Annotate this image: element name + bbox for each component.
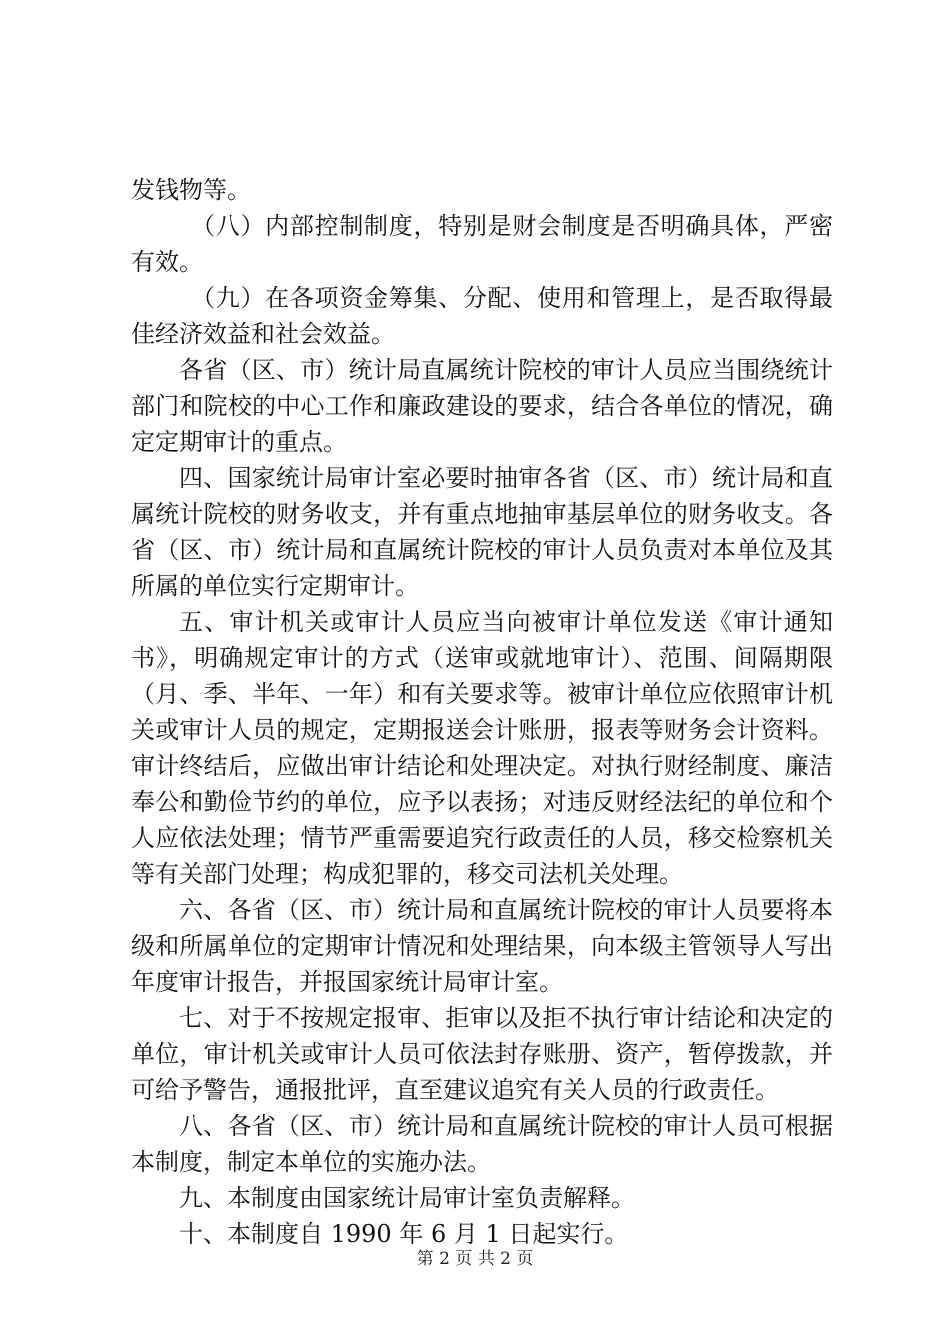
page-footer: 第 2 页 共 2 页 xyxy=(416,1249,534,1269)
paragraph-section-8: 八、各省（区、市）统计局和直属统计院校的审计人员可根据本制度，制定本单位的实施办法。 xyxy=(131,1112,833,1176)
paragraph-section-6: 六、各省（区、市）统计局和直属统计院校的审计人员要将本级和所属单位的定期审计情况和处理结果，向本级主管领导人写出年度审计报告，并报国家统计局审计室。 xyxy=(131,896,833,996)
paragraph-audit-focus: 各省（区、市）统计局直属统计院校的审计人员应当围绕统计部门和院校的中心工作和廉政建设的要求，结合各单位的情况，确定定期审计的重点。 xyxy=(131,356,833,456)
paragraph-section-9: 九、本制度由国家统计局审计室负责解释。 xyxy=(179,1184,635,1212)
paragraph-section-7: 七、对于不按规定报审、拒审以及拒不执行审计结论和决定的单位，审计机关或审计人员可依法封存账册、资产，暂停拨款，并可给予警告，通报批评，直至建议追究有关人员的行政责任。 xyxy=(131,1004,833,1104)
paragraph-section-10: 十、本制度自 1990 年 6 月 1 日起实行。 xyxy=(179,1220,629,1248)
paragraph-section-5: 五、审计机关或审计人员应当向被审计单位发送《审计通知书》，明确规定审计的方式（送审或就地审计）、范围、间隔期限（月、季、半年、一年）和有关要求等。被审计单位应依照审计机关或审计人员的规定，定期报送会计账册，报表等财务会计资料。审计终结后，应做出审计结论和处理决定。对执行财经制度、廉洁奉公和勤俭节约的单位，应予以表扬；对违反财经法纪的单位和个人应依法处理；情节严重需要追究行政责任的人员，移交检察机关等有关部门处理；构成犯罪的，移交司法机关处理。 xyxy=(131,608,833,888)
paragraph-item-9: （九）在各项资金筹集、分配、使用和管理上，是否取得最佳经济效益和社会效益。 xyxy=(131,284,833,348)
paragraph-section-4: 四、国家统计局审计室必要时抽审各省（区、市）统计局和直属统计院校的财务收支，并有重点地抽审基层单位的财务收支。各省（区、市）统计局和直属统计院校的审计人员负责对本单位及其所属的单位实行定期审计。 xyxy=(131,464,833,600)
paragraph-continuation: 发钱物等。 xyxy=(131,176,251,204)
document-body xyxy=(131,172,833,1252)
paragraph-item-8: （八）内部控制制度，特别是财会制度是否明确具体，严密有效。 xyxy=(131,212,833,276)
